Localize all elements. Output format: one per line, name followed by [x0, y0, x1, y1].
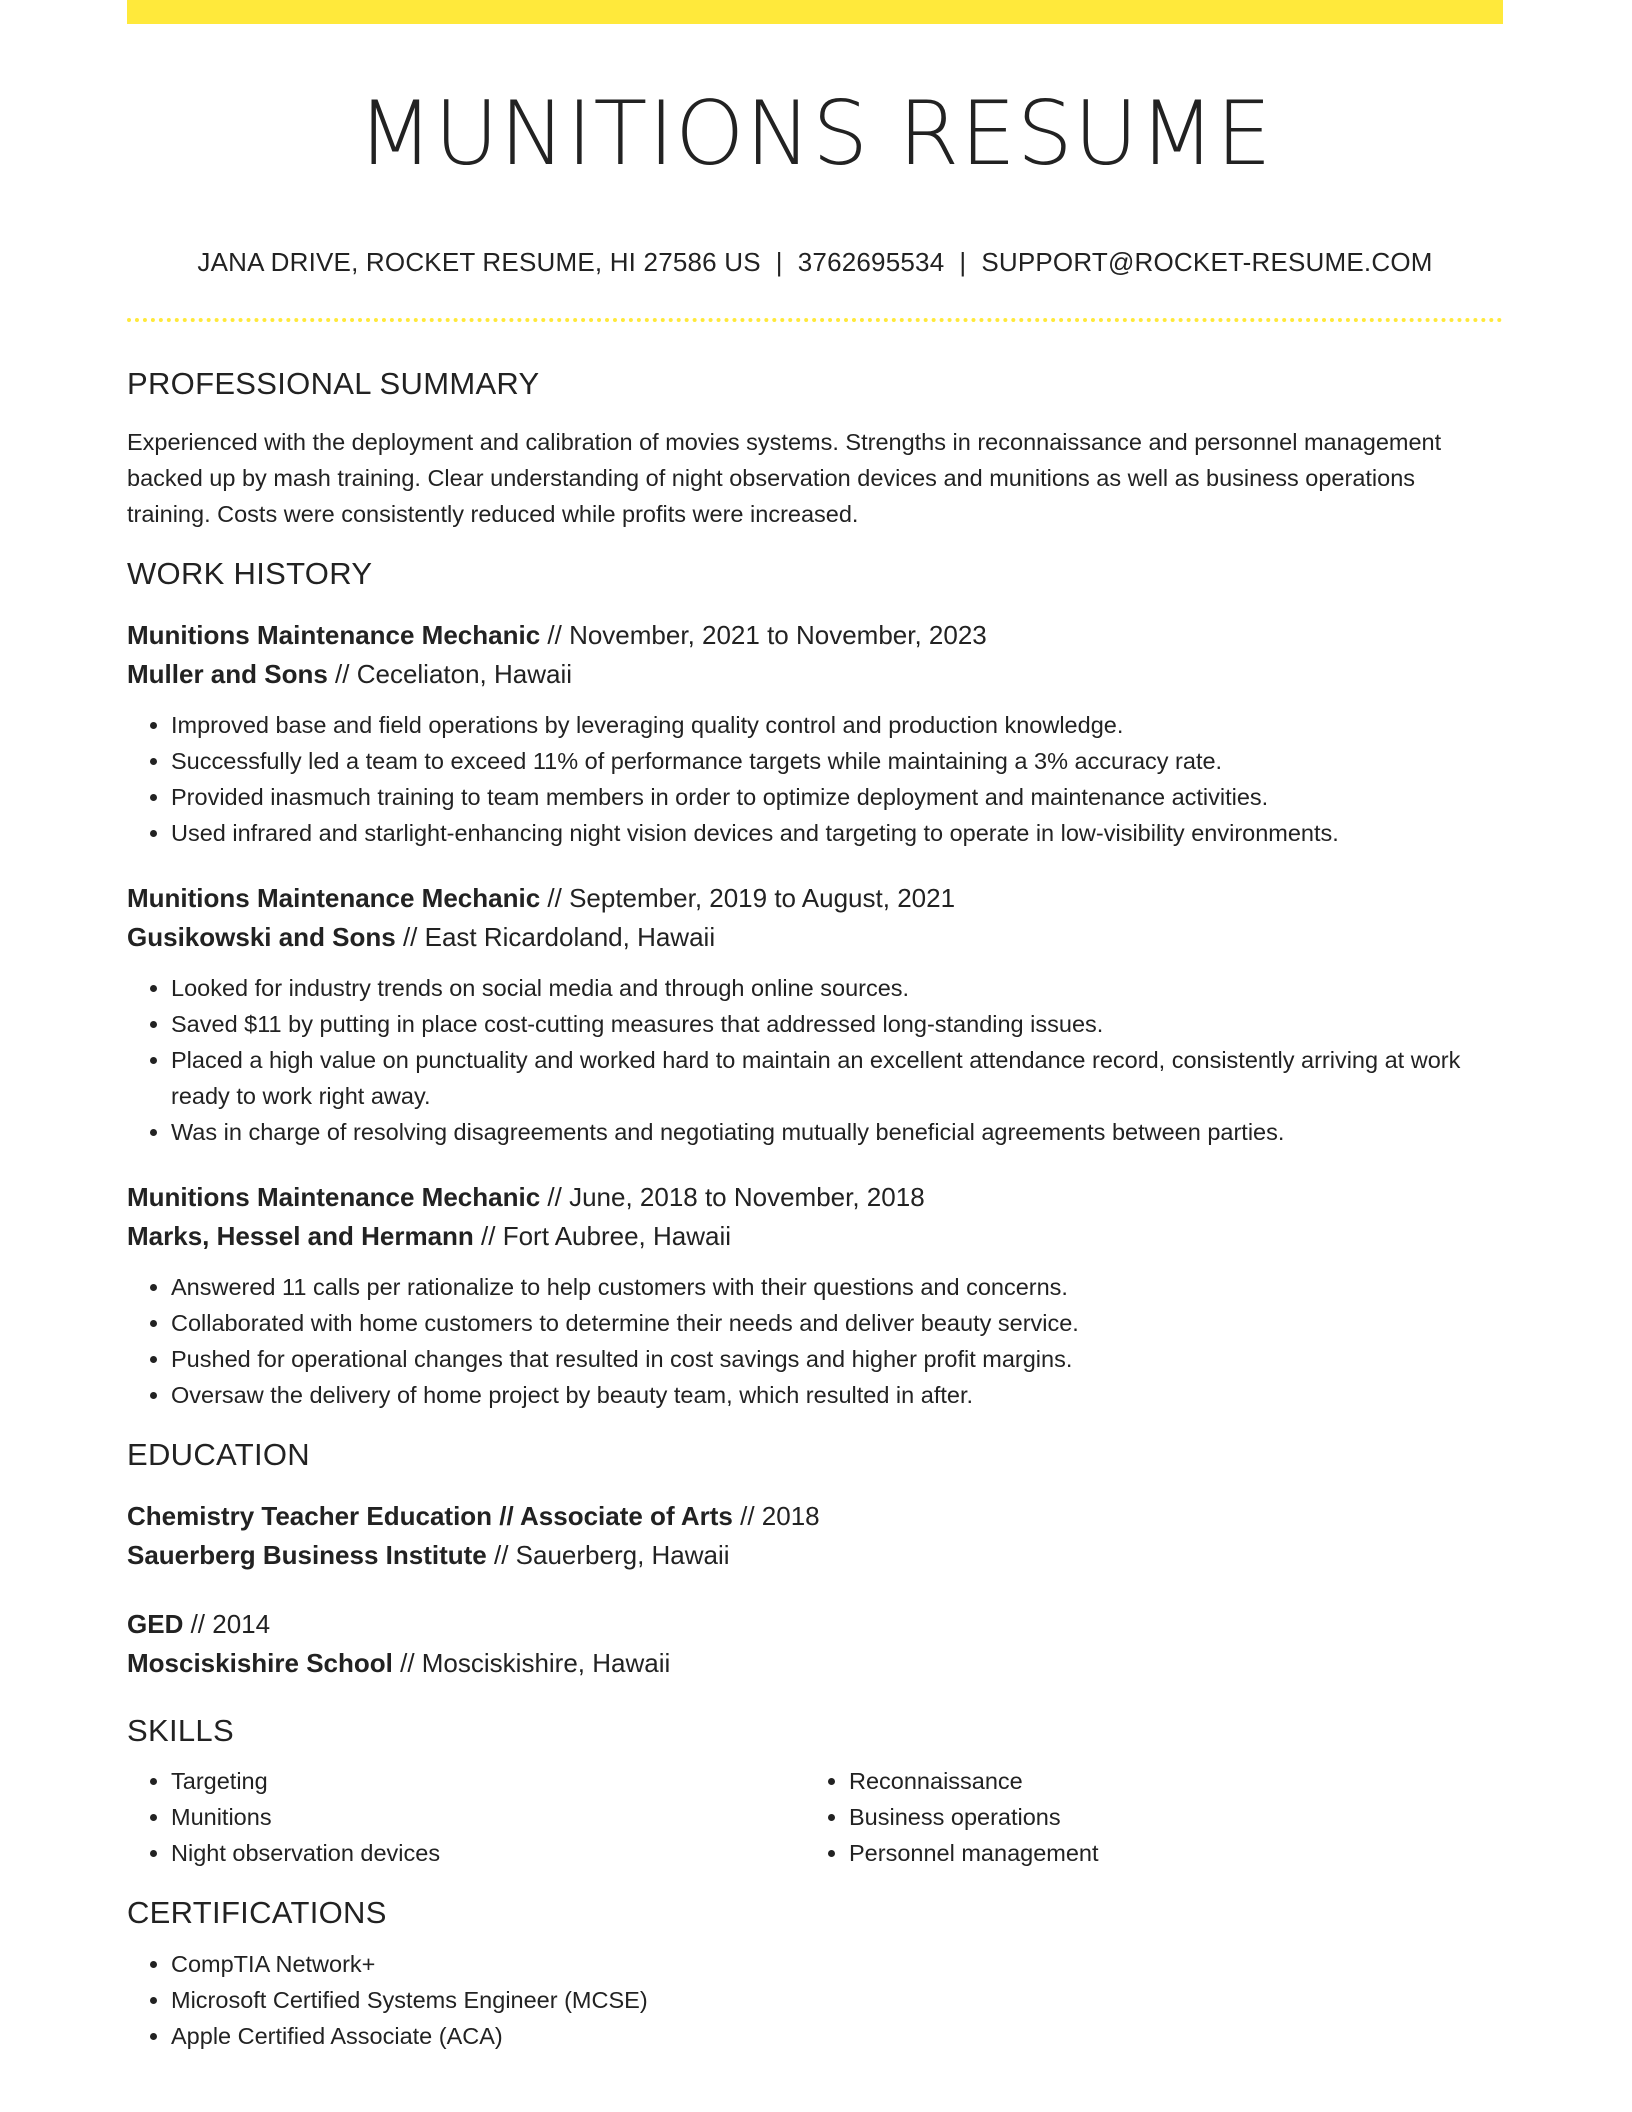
dotted-divider [127, 318, 1503, 322]
job-location: // Fort Aubree, Hawaii [473, 1221, 732, 1251]
job-bullet: • Answered 11 calls per rationalize to help customers with their questions and concerns. [171, 1269, 1503, 1305]
job-entry [127, 879, 1503, 1150]
job-bullet: • Placed a high value on punctuality and worked hard to maintain an excellent attendance record, consistently arriving at work ready to work right away. [171, 1042, 1503, 1114]
certifications-heading: CERTIFICATIONS [127, 1895, 387, 1930]
job-title-line [127, 879, 1503, 918]
job-title-line [127, 616, 1503, 655]
summary-heading: PROFESSIONAL SUMMARY [127, 366, 540, 401]
education-entry [127, 1497, 1503, 1575]
certifications-list [127, 1946, 1503, 2054]
contact-separator: | [775, 247, 783, 277]
skills-list [805, 1763, 1483, 1871]
job-bullet: • Was in charge of resolving disagreements and negotiating mutually beneficial agreements between parties. [171, 1114, 1503, 1150]
job-bullet: • Saved $11 by putting in place cost-cutting measures that addressed long-standing issues. [171, 1006, 1503, 1042]
certification-item: • CompTIA Network+ [171, 1946, 1503, 1982]
job-title: Munitions Maintenance Mechanic [127, 883, 541, 913]
school-location: // Mosciskishire, Hawaii [392, 1648, 671, 1678]
skills-column-left [127, 1763, 805, 1871]
job-dates: // November, 2021 to November, 2023 [540, 620, 987, 650]
skill-item: • Reconnaissance [849, 1763, 1483, 1799]
certification-item: • Microsoft Certified Systems Engineer (MCSE) [171, 1982, 1503, 2018]
skill-item: • Night observation devices [171, 1835, 805, 1871]
job-entry [127, 616, 1503, 851]
job-company: Muller and Sons [127, 659, 328, 689]
school-location: // Sauerberg, Hawaii [486, 1540, 730, 1570]
contact-separator: | [959, 247, 967, 277]
contact-email: SUPPORT@ROCKET-RESUME.COM [981, 247, 1433, 277]
job-bullets [127, 970, 1503, 1150]
job-company: Marks, Hessel and Hermann [127, 1221, 474, 1251]
job-dates: // June, 2018 to November, 2018 [540, 1182, 925, 1212]
school-line [127, 1644, 1503, 1683]
contact-address: JANA DRIVE, ROCKET RESUME, HI 27586 US [197, 247, 761, 277]
job-dates: // September, 2019 to August, 2021 [540, 883, 956, 913]
contact-line [127, 246, 1503, 278]
degree-line [127, 1605, 1503, 1644]
summary-text: Experienced with the deployment and calibration of movies systems. Strengths in reconnaissance and personnel management backed up by mash training. Clear understanding of night observation devices and munitions as well as business operations training. Costs were consistently reduced while profits were increased. [127, 429, 1442, 527]
certification-item: • Apple Certified Associate (ACA) [171, 2018, 1503, 2054]
job-location: // East Ricardoland, Hawaii [395, 922, 716, 952]
job-company-line [127, 1217, 1503, 1256]
job-title-line [127, 1178, 1503, 1217]
job-bullet: • Oversaw the delivery of home project by beauty team, which resulted in after. [171, 1377, 1503, 1413]
job-entry [127, 1178, 1503, 1413]
degree-name: GED [127, 1609, 184, 1639]
degree-year: // 2014 [183, 1609, 271, 1639]
skills-list [127, 1763, 805, 1871]
education-entry [127, 1605, 1503, 1683]
degree-name: Chemistry Teacher Education // Associate of Arts [127, 1501, 733, 1531]
school-line [127, 1536, 1503, 1575]
job-title: Munitions Maintenance Mechanic [127, 1182, 541, 1212]
school-name: Sauerberg Business Institute [127, 1540, 487, 1570]
skills-heading: SKILLS [127, 1713, 234, 1748]
skill-item: • Munitions [171, 1799, 805, 1835]
job-company-line [127, 655, 1503, 694]
resume-page [127, 0, 1503, 2054]
accent-bar [127, 0, 1503, 24]
job-bullet: • Provided inasmuch training to team members in order to optimize deployment and maintenance activities. [171, 779, 1503, 815]
education-heading: EDUCATION [127, 1437, 310, 1472]
contact-phone: 3762695534 [797, 247, 945, 277]
job-bullet: • Pushed for operational changes that resulted in cost savings and higher profit margins. [171, 1341, 1503, 1377]
skill-item: • Targeting [171, 1763, 805, 1799]
skills-column-right [805, 1763, 1483, 1871]
degree-year: // 2018 [732, 1501, 820, 1531]
degree-line [127, 1497, 1503, 1536]
job-company-line [127, 918, 1503, 957]
job-bullet: • Improved base and field operations by leveraging quality control and production knowledge. [171, 707, 1503, 743]
school-name: Mosciskishire School [127, 1648, 393, 1678]
job-title: Munitions Maintenance Mechanic [127, 620, 541, 650]
job-bullet: • Successfully led a team to exceed 11% of performance targets while maintaining a 3% accuracy rate. [171, 743, 1503, 779]
resume-title: MUNITIONS RESUME [357, 82, 1273, 185]
job-bullet: • Collaborated with home customers to determine their needs and deliver beauty service. [171, 1305, 1503, 1341]
job-location: // Ceceliaton, Hawaii [327, 659, 573, 689]
job-bullet: • Used infrared and starlight-enhancing night vision devices and targeting to operate in low-visibility environments. [171, 815, 1503, 851]
skill-item: • Personnel management [849, 1835, 1483, 1871]
job-company: Gusikowski and Sons [127, 922, 396, 952]
skills-columns [127, 1763, 1503, 1871]
job-bullets [127, 707, 1503, 851]
job-bullets [127, 1269, 1503, 1413]
skill-item: • Business operations [849, 1799, 1483, 1835]
work-history-heading: WORK HISTORY [127, 556, 373, 591]
job-bullet: • Looked for industry trends on social media and through online sources. [171, 970, 1503, 1006]
